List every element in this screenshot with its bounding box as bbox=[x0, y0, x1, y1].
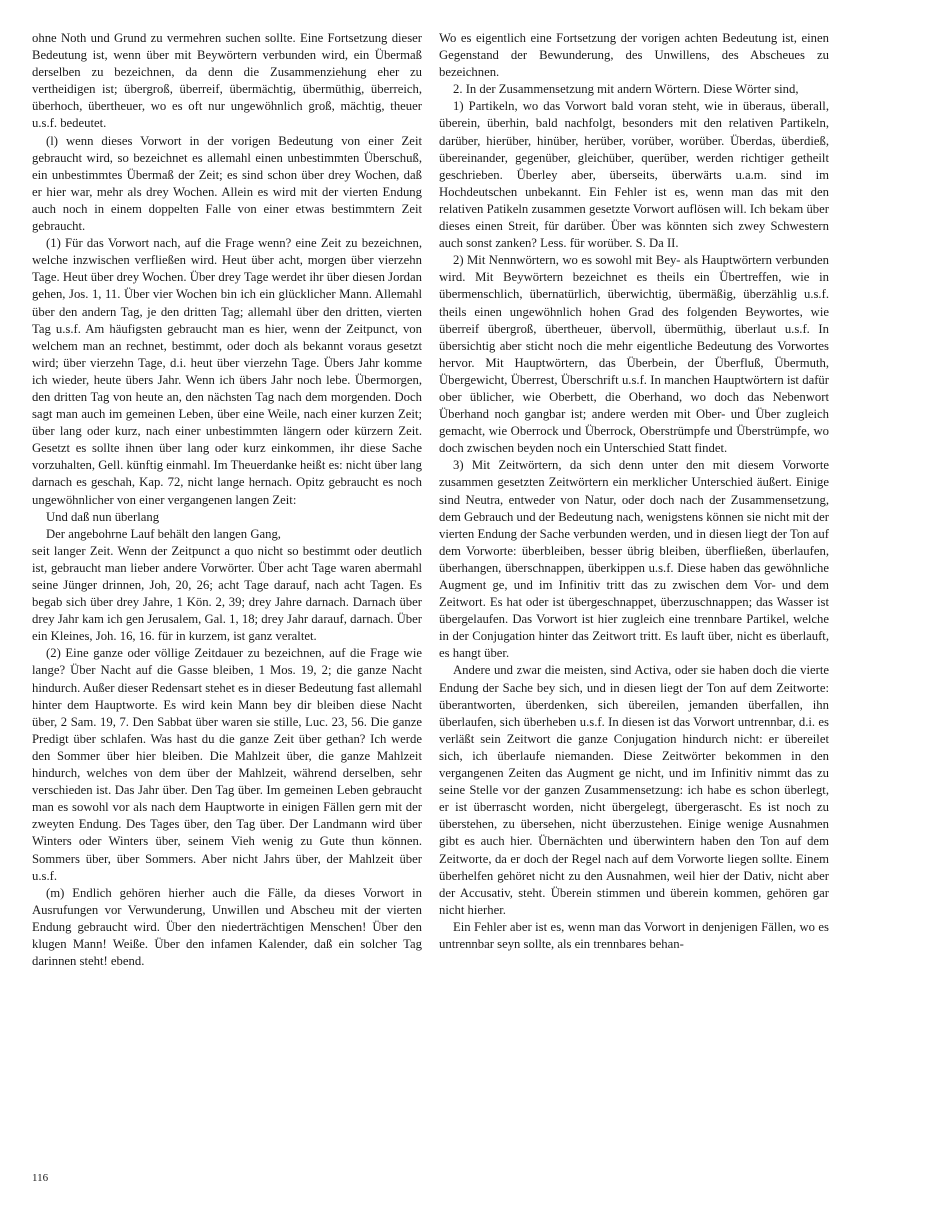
paragraph: Andere und zwar die meisten, sind Activa, oder sie haben doch die vierte Endung der Sache bey sich, und in diesen liegt der Ton auf dem Zeitworte: überantworten, überdenken, sich übereilen, jemanden überfallen, ihn überlaufen, sich überheben u.s.f. In diesen ist das Vorwort untrennbar, d.i. es verläßt sein Zeitwort die ganze Conjugation hindurch nicht: er übereilet sich, ich überlaufe niemanden. Diese Zeitwörter bekommen in den vergangenen Zeiten das Augment ge nicht, und im Infinitiv nimmt das zu seine Stelle vor der ganzen Zusammensetzung: ich habe es schon überlegt, er ist überrascht worden, nicht übergelegt, übergerascht. Es ist noch zu überstehen, zu übersehen, nicht überzustehen. Einige wenige Ausnahmen gibt es auch hier. Übernächten und überwintern haben den Ton auf dem Zeitworte, da er doch der Regel nach auf dem Vorworte liegen sollte. Einem überhelfen gehöret nicht zu den Ausnahmen, weil hier der Dativ, nicht aber der Accusativ, steht. Überein stimmen und überein kommen, gehören gar nicht hierher. bbox=[439, 663, 829, 917]
paragraph: (l) wenn dieses Vorwort in der vorigen Bedeutung von einer Zeit gebraucht wird, so bezeichnet es allemahl einen unbestimmten Überschuß, ein unbestimmtes Übermaß der Zeit; es sind schon über drey Wochen, daß er hier war, mehr als drey Wochen. Allein es wird mit der vierten Endung auch noch in einem doppelten Falle von einer etwas bestimmtern Zeit gebraucht. bbox=[32, 133, 422, 234]
verse-line: Und daß nun überlang bbox=[46, 509, 160, 524]
paragraph: ohne Noth und Grund zu vermehren suchen sollte. Eine Fortsetzung dieser Bedeutung ist, wenn über mit Beywörtern verbunden wird, ein Übermaß derselben zu bezeichnen, da denn die Zusammenziehung eher zu vertheidigen ist; übergroß, überreif, übermächtig, übermüthig, überreich, überhoch, übertheuer, wo es oft nur ungewöhnlich groß, mächtig, theuer u.s.f. bedeutet. bbox=[32, 31, 422, 131]
paragraph: (m) Endlich gehören hierher auch die Fälle, da dieses Vorwort in Ausrufungen vor Verwunderung, Unwillen und Abscheu mit der vierten Endung gebraucht wird. Über den niederträchtigen Menschen! Über den klugen Mann! Weiße. Über den infamen Kalender, daß ein solcher Tag darinnen steht! ebend. bbox=[32, 885, 422, 969]
paragraph: (2) Eine ganze oder völlige Zeitdauer zu bezeichnen, auf die Frage wie lange? Über Nacht auf die Gasse bleiben, 1 Mos. 19, 2; die ganze Nacht hindurch. Außer dieser Redensart stehet es in dieser Bedeutung fast allemahl hinter dem Hauptworte. Es wird kein Mann bey dir bleiben diese Nacht über, 2 Sam. 19, 7. Den Sabbat über waren sie stille, Luc. 23, 56. Die ganze Predigt über schlafen. Was hast du die ganze Zeit über gethan? Ich werde den Sommer über hier bleiben. Die Mahlzeit über, die ganze Mahlzeit hindurch, welches von dem über der Mahlzeit, während derselben, sehr verschieden ist. Das Jahr über. Den Tag über. Im gemeinen Leben gebraucht man es sowohl vor als nach dem Hauptworte in einigen Fällen gern mit der zweyten Endung. Des Tages über, den Tag über. Der Landmann wird über Winters oder Winters über, seinem Vieh wenig zu Gute thun können. Sommers über, über Sommers. Aber nicht Jahrs über, der Mahlzeit über u.s.f. bbox=[32, 646, 422, 883]
verse-line: Der angebohrne Lauf behält den langen Gang, bbox=[46, 526, 281, 541]
paragraph: seit langer Zeit. Wenn der Zeitpunct a quo nicht so bestimmt oder deutlich ist, gebraucht man lieber andere Vorwörter. Über acht Tage waren abermahl seine Jünger drinnen, Joh, 20, 26; acht Tage darauf, nach acht Tagen. Es begab sich über drey Jahre, 1 Kön. 2, 39; drey Jahre darnach. Darnach über drey Jahr kam ich gen Jerusalem, Gal. 1, 18; drey Jahr darauf, darnach. Über ein Kleines, Joh. 16, 16. für in kurzem, ist ganz veraltet. bbox=[32, 543, 422, 644]
paragraph: 1) Partikeln, wo das Vorwort bald voran steht, wie in überaus, überall, überein, überhin, bald nachfolgt, besonders mit den relativen Partikeln, darüber, hierüber, hinüber, herüber, vorüber, worüber. Überdas, überdieß, übereinander, gegenüber, gleichüber, querüber, werden richtiger getheilt geschrieben. Überley aber, überseits, überwärts u.a.m. sind im Hochdeutschen unbekannt. Ein Fehler ist es, wenn man das mit den relativen Patikeln zusammen gesetzte Vorwort auflösen will. Ich bekam über dieses einen Streit, für darüber. Über was könnten sich zwey Schwestern auch sonst zanken? Less. für worüber. S. Da II. bbox=[439, 99, 829, 251]
paragraph: 2) Mit Nennwörtern, wo es sowohl mit Bey- als Hauptwörtern verbunden wird. Mit Beywörtern bezeichnet es theils ein Übertreffen, wie in übermenschlich, übernatürlich, überwichtig, übermäßig, überzählig u.s.f. theils einen ungewöhnlich hohen Grad des folgenden Beywortes, wie überreif übergroß, übertheuer, übervoll, übermüthig, überlaut u.s.f. In übersichtig aber sticht noch die mehr eigentliche Bedeutung des Vorwortes hervor. Mit Hauptwörtern, das Überbein, der Überfluß, Übermuth, Übergewicht, Überrest, Überschrift u.s.f. In manchen Hauptwörtern ist dafür ober üblicher, wie Oberbett, die Oberhand, wo doch das Nebenwort Überhand noch gangbar ist; andere werden mit Ober- und Über zugleich gemacht, wie Oberrock und Überrock, Oberstrümpfe und Überstrümpfe, wo doch zwischen beyden noch ein Unterschied Statt findet. bbox=[439, 253, 829, 456]
paragraph: 3) Mit Zeitwörtern, da sich denn unter den mit diesem Vorworte zusammen gesetzten Zeitwörtern ein merklicher Unterschied äußert. Einige sind Neutra, entweder von Natur, oder doch nach der Zusammensetzung, dem Gebrauch und der Bedeutung nach, wenigstens können sie nicht mit der vierten Endung der Sache verbunden werden, und in diesen liegt der Ton auf dem Vorworte: überbleiben, besser übrig bleiben, überfließen, überlaufen, überhangen, überschnappen, überkippen u.s.f. Diese haben das gewöhnliche Augment ge, und im Infinitiv tritt das zu zwischen dem Vor- und dem Zeitwort. Es hat oder ist übergeschnappet, überzuschnappen; das Wasser ist übergelaufen. Das Vorwort ist hier zugleich eine trennbare Partikel, welche in der Conjugation hinter das Zeitwort tritt. Es lauft über, nicht es überlauft, es hangt über. bbox=[439, 458, 829, 661]
paragraph: Wo es eigentlich eine Fortsetzung der vorigen achten Bedeutung ist, einen Gegenstand der Bewunderung, des Unwillens, des Abscheues zu bezeichnen. bbox=[439, 31, 829, 80]
right-column bbox=[439, 30, 829, 953]
page-number: 116 bbox=[32, 1172, 49, 1184]
paragraph: (1) Für das Vorwort nach, auf die Frage wenn? eine Zeit zu bezeichnen, welche inzwischen verfließen wird. Heut über acht, morgen über vierzehn Tage. Heut über drey Wochen. Über drey Tage werdet ihr über diesen Jordan gehen, Jos. 1, 11. Über vier Wochen bin ich ein glücklicher Mann. Allemahl über den andern Tag, je den dritten Tag; allemahl über den dritten, vierten Tag u.s.f. Am häufigsten gebraucht man es hier, wenn der Zeitpunct, von welchem man an rechnet, bestimmt, oder doch als bekannt voraus gesetzt wird; über vierzehn Tage, d.i. heut über vierzehn Tage. Übers Jahr komme ich wieder, heute übers Jahr. Wenn ich übers Jahr noch lebe. Übermorgen, den dritten Tag von heute an, den nächsten Tag nach dem morgenden. Doch sagt man auch im gemeinen Leben, über eine Weile, nach einer kurzen Zeit; über lang oder kurz, nach einer unbestimmten längern oder kürzern Zeit. Gesetzt es sollte ihnen über lang oder kurz einkommen, ihr diese Sache vorzuhalten, Gell. künftig einmahl. Im Theuerdanke heißt es: nicht über lang darnach es geschah, Kap. 72, nicht lange hernach. Opitz gebraucht es noch ungewöhnlicher von einer vergangenen langen Zeit: bbox=[32, 236, 422, 507]
paragraph: 2. In der Zusammensetzung mit andern Wörtern. Diese Wörter sind, bbox=[453, 82, 799, 97]
left-column bbox=[32, 30, 422, 970]
paragraph: Ein Fehler aber ist es, wenn man das Vorwort in denjenigen Fällen, wo es untrennbar seyn sollte, als ein trennbares behan- bbox=[439, 919, 829, 951]
